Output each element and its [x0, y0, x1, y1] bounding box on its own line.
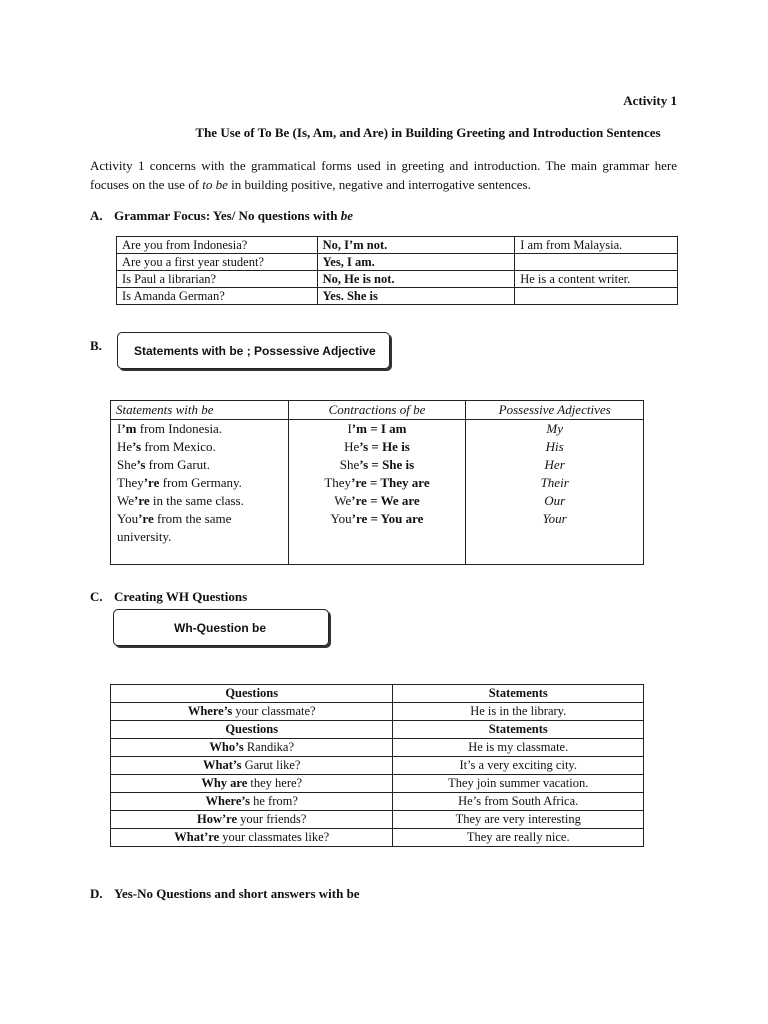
possessive-adjective: His [545, 439, 564, 454]
section-a-title: Grammar Focus: Yes/ No questions with [114, 208, 341, 223]
section-d-heading [90, 886, 360, 902]
note-cell: I am from Malaysia. [515, 237, 678, 254]
header-statements: Statements [393, 721, 644, 739]
section-a-title-emph: be [340, 208, 354, 223]
question-rest: your friends? [237, 812, 307, 826]
table-row [111, 703, 644, 721]
statement-contraction: ’s [132, 439, 142, 454]
answer-cell: Yes, I am. [317, 254, 515, 271]
table-row [111, 793, 644, 811]
statement-rest: from Garut. [145, 457, 211, 472]
contraction-line [295, 510, 460, 528]
statement-line [117, 438, 282, 456]
question-cell: Are you a first year student? [117, 254, 318, 271]
intro-text-1: Activity 1 concerns with the grammatical forms used in greeting and introduction. The main grammar here focuses on the use of [90, 158, 677, 192]
intro-paragraph [90, 156, 677, 194]
question-cell [111, 775, 393, 793]
statement-contraction: ’m [121, 421, 137, 436]
page-title: The Use of To Be (Is, Am, and Are) in Building Greeting and Introduction Sentences [195, 125, 661, 140]
header-possessives: Possessive Adjectives [466, 401, 644, 420]
question-cell [111, 703, 393, 721]
answer-cell: Yes. She is [317, 288, 515, 305]
statement-line [117, 420, 282, 438]
contraction-line [295, 456, 460, 474]
statement-contraction: ’re [138, 511, 154, 526]
contraction-form: ’re = We are [351, 493, 420, 508]
contraction-line [295, 420, 460, 438]
wh-questions-table [110, 684, 644, 847]
table-row [111, 739, 644, 757]
question-rest: they here? [247, 776, 303, 790]
header-statements: Statements [393, 685, 644, 703]
statement-cell: It’s a very exciting city. [393, 757, 644, 775]
possessive-adjective: Her [544, 457, 565, 472]
header-questions: Questions [111, 685, 393, 703]
wh-word: Where’s [205, 794, 250, 808]
possessive-adjective: Our [544, 493, 566, 508]
statement-line [117, 474, 282, 492]
possessive-adjective: Their [540, 475, 569, 490]
table-row [117, 237, 678, 254]
answer-cell: No, He is not. [317, 271, 515, 288]
statement-cell: They are really nice. [393, 829, 644, 847]
note-cell [515, 288, 678, 305]
section-b-label: B. [90, 338, 102, 353]
question-rest: Garut like? [241, 758, 301, 772]
header-row [111, 685, 644, 703]
question-cell [111, 739, 393, 757]
section-a-heading [90, 208, 353, 224]
note-cell [515, 254, 678, 271]
intro-text-2: in building positive, negative and interrogative sentences. [227, 177, 531, 192]
statement-cell: He is my classmate. [393, 739, 644, 757]
table-row [117, 288, 678, 305]
statement-subject: She [117, 457, 137, 472]
table-row [111, 757, 644, 775]
wh-question-box-label: Wh-Question be [113, 609, 329, 646]
wh-word: How’re [196, 812, 238, 826]
contraction-line [295, 474, 460, 492]
possessives-column [466, 420, 644, 565]
wh-word: Where’s [187, 704, 233, 718]
table-row [117, 271, 678, 288]
contraction-line [295, 492, 460, 510]
yes-no-questions-table [116, 236, 678, 305]
section-d-label: D. [90, 886, 103, 901]
wh-word: Who’s [209, 740, 244, 754]
statement-cell: He is in the library. [393, 703, 644, 721]
statements-column [111, 420, 289, 565]
contraction-subject: We [334, 493, 352, 508]
note-cell: He is a content writer. [515, 271, 678, 288]
activity-number: Activity 1 [623, 93, 677, 108]
statement-contraction: ’re [134, 493, 150, 508]
statement-subject: We [117, 493, 134, 508]
contraction-form: ’s = She is [359, 457, 415, 472]
contraction-subject: You [330, 511, 352, 526]
statement-cell: They join summer vacation. [393, 775, 644, 793]
statement-subject: He [117, 439, 133, 454]
wh-word: Why are [201, 776, 248, 790]
header-row [111, 721, 644, 739]
answer-cell: No, I’m not. [317, 237, 515, 254]
question-cell [111, 757, 393, 775]
statement-line [117, 510, 282, 546]
statement-rest: in the same class. [149, 493, 244, 508]
header-questions: Questions [111, 721, 393, 739]
statement-line [117, 456, 282, 474]
contraction-line [295, 438, 460, 456]
possessive-adjective: My [546, 421, 563, 436]
intro-emphasis: to be [202, 177, 228, 192]
question-rest: Randika? [243, 740, 295, 754]
statement-subject: You [117, 511, 139, 526]
question-cell: Is Amanda German? [117, 288, 318, 305]
statement-contraction: ’s [136, 457, 146, 472]
header-statements: Statements with be [111, 401, 289, 420]
possessive-adjective: Your [542, 511, 567, 526]
table-row [111, 775, 644, 793]
statements-box-label: Statements with be ; Possessive Adjective [117, 332, 390, 369]
statement-contraction: ’re [143, 475, 160, 490]
contraction-subject: I [347, 421, 352, 436]
statement-cell: He’s from South Africa. [393, 793, 644, 811]
section-a-label: A. [90, 208, 103, 223]
wh-word: What’s [203, 758, 242, 772]
section-c-label: C. [90, 589, 103, 604]
table-row [111, 811, 644, 829]
section-c-title: Creating WH Questions [114, 589, 248, 604]
question-cell: Are you from Indonesia? [117, 237, 318, 254]
contraction-subject: She [339, 457, 360, 472]
question-cell: Is Paul a librarian? [117, 271, 318, 288]
statement-rest: from Germany. [159, 475, 242, 490]
question-cell [111, 793, 393, 811]
statement-subject: I [117, 421, 122, 436]
contractions-column [288, 420, 466, 565]
question-cell [111, 829, 393, 847]
section-d-title: Yes-No Questions and short answers with be [114, 886, 360, 901]
question-cell [111, 811, 393, 829]
question-rest: your classmates like? [219, 830, 330, 844]
wh-word: What’re [174, 830, 220, 844]
contraction-form: ’s = He is [359, 439, 410, 454]
contraction-form: ’m = I am [351, 421, 407, 436]
question-rest: he from? [249, 794, 298, 808]
contraction-subject: He [344, 439, 360, 454]
table-row [117, 254, 678, 271]
statement-rest: from Indonesia. [136, 421, 223, 436]
contraction-form: ’re = You are [351, 511, 424, 526]
section-c-heading [90, 589, 247, 605]
header-contractions: Contractions of be [288, 401, 466, 420]
table-row [111, 829, 644, 847]
statement-cell: They are very interesting [393, 811, 644, 829]
statements-table [110, 400, 644, 565]
statement-line [117, 492, 282, 510]
statement-subject: They [117, 475, 144, 490]
contraction-subject: They [324, 475, 352, 490]
statement-rest: from Mexico. [141, 439, 216, 454]
contraction-form: ’re = They are [351, 475, 430, 490]
statement-rest: from the same university. [117, 511, 232, 544]
question-rest: your classmate? [232, 704, 316, 718]
